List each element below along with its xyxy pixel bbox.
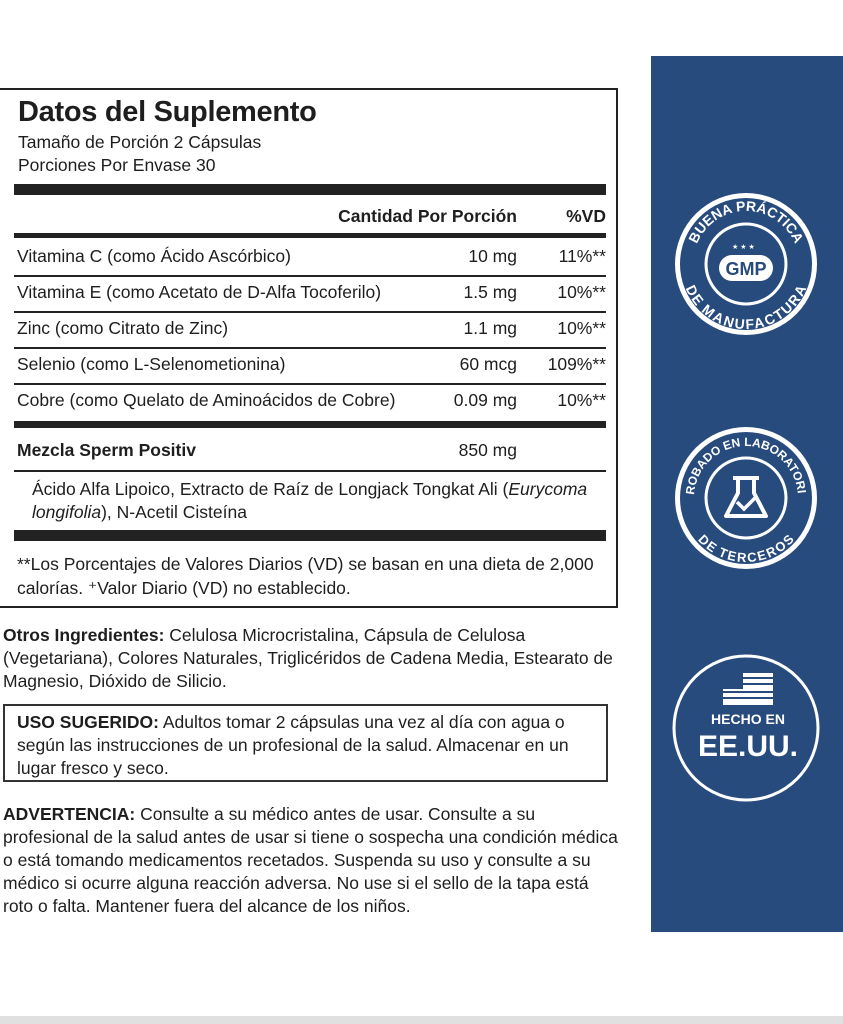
blend-rule: [14, 470, 606, 472]
nutrient-row: [0, 310, 616, 346]
amount-header: Cantidad Por Porción: [338, 206, 517, 226]
nutrient-dv: 10%**: [557, 282, 606, 302]
blend-open-paren: (: [502, 479, 509, 499]
warning: [3, 803, 621, 918]
us-flag-icon: [671, 653, 821, 803]
suggested-use-label: USO SUGERIDO:: [17, 712, 159, 732]
nutrient-amount: 60 mcg: [459, 354, 517, 374]
suggested-use-box: [3, 704, 608, 782]
supplement-facts-panel: [0, 88, 618, 608]
gmp-seal-icon: [671, 189, 821, 339]
nutrient-name: Vitamina E (como Acetato de D-Alfa Tocoferilo): [17, 282, 382, 302]
blend-ingredients-text: Ácido Alfa Lipoico, Extracto de Raíz de Longjack Tongkat Ali: [32, 479, 498, 499]
nutrient-name: Zinc (como Citrato de Zinc): [17, 318, 229, 338]
blend-amount: 850 mg: [458, 440, 517, 460]
facts-title: Datos del Suplemento: [18, 96, 317, 128]
nutrient-dv: 11%**: [558, 246, 606, 266]
dv-footnote: **Los Porcentajes de Valores Diarios (VD) se basan en una dieta de 2,000 calorías. ⁺Valor Diario (VD) no establecido.: [17, 554, 594, 598]
other-ingredients-text: Celulosa Microcristalina, Cápsula de Celulosa (Vegetariana), Colores Naturales, Triglicéridos de Cadena Media, Estearato de Magnesio, Dióxido de Silicio.: [3, 625, 613, 691]
nutrient-amount: 0.09 mg: [453, 390, 517, 410]
nutrient-name: Selenio (como L-Selenometionina): [17, 354, 286, 374]
servings-per-container: Porciones Por Envase 30: [18, 155, 216, 175]
flask-icon: [671, 423, 821, 573]
suggested-use-text: Adultos tomar 2 cápsulas una vez al día con agua o según las instrucciones de un profesional de la salud. Almacenar en un lugar fresco y seco.: [17, 712, 569, 778]
warning-text: Consulte a su médico antes de usar. Consulte a su profesional de la salud antes de usar si tiene o sospecha una condición médica o está tomando medicamentos recetados. Suspenda su uso y consulte a su médico si ocurre alguna reacción adversa. No use si el sello de la tapa está roto o falta. Mantener fuera del alcance de los niños.: [3, 804, 618, 916]
dv-header: %VD: [566, 206, 606, 226]
usa-line1: HECHO EN: [711, 711, 785, 727]
nutrient-amount: 1.5 mg: [463, 282, 517, 302]
usa-badge: [671, 653, 821, 803]
thick-divider: [14, 184, 606, 195]
blend-ingredients: [32, 478, 592, 524]
gmp-top-text: BUENA PRÁCTICA: [685, 197, 807, 246]
nutrient-row: [0, 382, 616, 418]
thick-divider-bottom: [14, 530, 606, 541]
blend-name: Mezcla Sperm Positiv: [17, 440, 196, 460]
nutrient-amount: 10 mg: [468, 246, 517, 266]
blend-latin-name: Eurycoma longifolia: [32, 479, 588, 522]
bottom-edge: [0, 1016, 843, 1024]
lab-badge: [671, 423, 821, 573]
serving-size: Tamaño de Porción 2 Cápsulas: [18, 132, 262, 152]
lab-bottom-text: DE TERCEROS: [695, 531, 797, 565]
nutrient-name: Cobre (como Quelato de Aminoácidos de Cobre): [17, 390, 396, 410]
nutrient-dv: 109%**: [547, 354, 606, 374]
nutrient-row: [0, 238, 616, 274]
badge-panel: [651, 56, 843, 932]
lab-top-text: ROBADO EN LABORATORI: [683, 434, 809, 496]
nutrient-name: Vitamina C (como Ácido Ascórbico): [17, 246, 291, 266]
nutrient-row: [0, 346, 616, 382]
blend-close-paren: ): [101, 502, 107, 522]
gmp-bottom-text: DE MANUFACTURA: [682, 282, 810, 333]
nutrient-amount: 1.1 mg: [463, 318, 517, 338]
gmp-stars: ★ ★ ★: [732, 244, 755, 251]
gmp-badge: [671, 189, 821, 339]
other-ingredients: [3, 624, 615, 693]
nutrient-dv: 10%**: [557, 318, 606, 338]
warning-label: ADVERTENCIA:: [3, 804, 136, 824]
blend-divider: [14, 421, 606, 428]
other-ingredients-label: Otros Ingredientes:: [3, 625, 165, 645]
nutrient-dv: 10%**: [557, 390, 606, 410]
blend-ingredients-text-2: , N-Acetil Cisteína: [106, 502, 247, 522]
nutrient-row: [0, 274, 616, 310]
usa-line2: EE.UU.: [697, 730, 799, 763]
suggested-use: [17, 711, 602, 780]
gmp-center-text: GMP: [725, 259, 767, 279]
